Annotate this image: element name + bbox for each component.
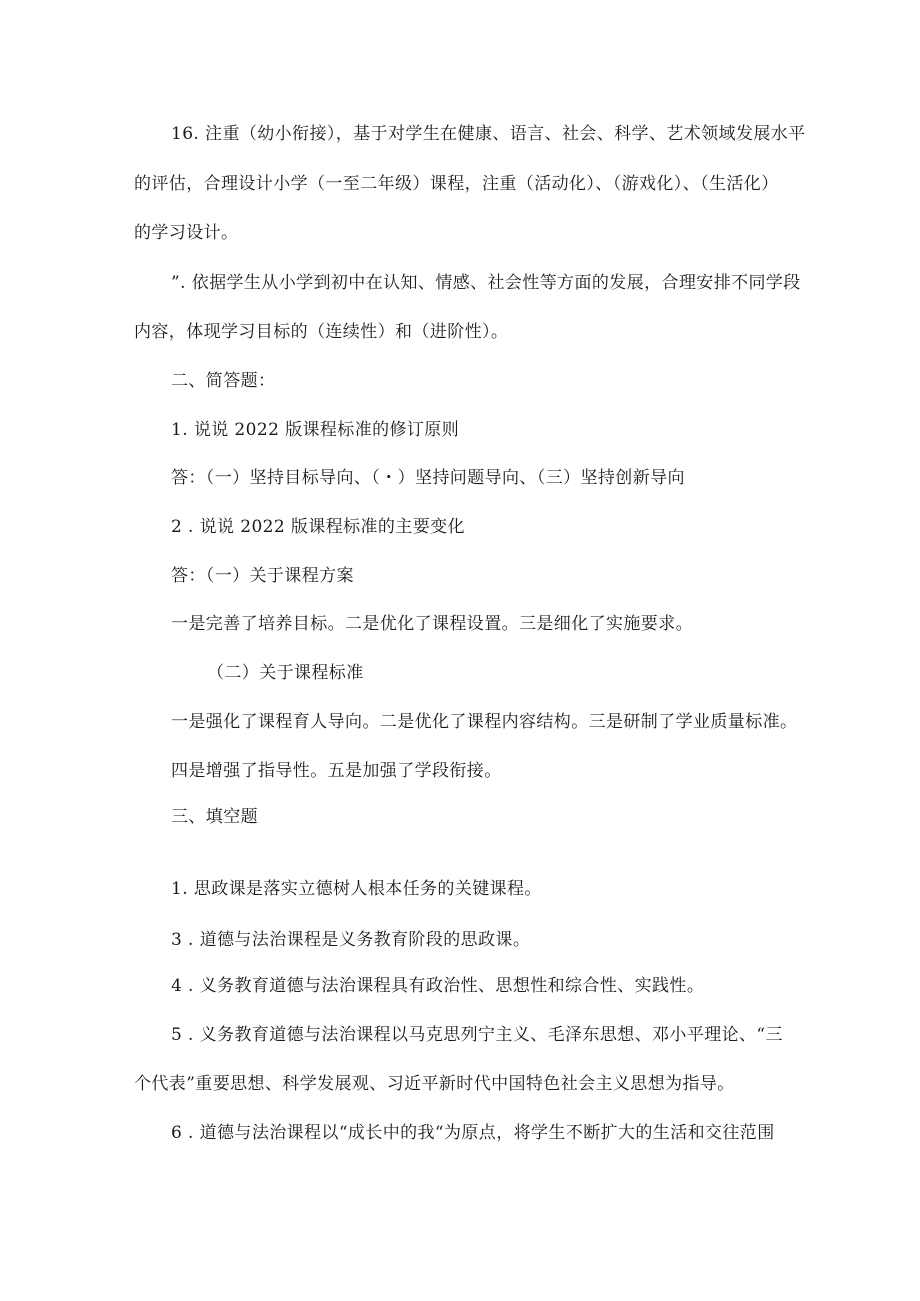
text-line: 四是增强了指导性。五是加强了学段衔接。 <box>171 761 502 781</box>
text-line: ”. 依据学生从小学到初中在认知、情感、社会性等方面的发展，合理安排不同学段 <box>171 273 801 293</box>
fill-item: 3 . 道德与法治课程是义务教育阶段的思政课。 <box>171 930 531 950</box>
question: 2 . 说说 2022 版课程标准的主要变化 <box>171 517 465 537</box>
fill-item: 1. 思政课是落实立德树人根本任务的关键课程。 <box>171 879 542 899</box>
section-heading: 三、填空题 <box>171 807 258 827</box>
text-line: 16. 注重（幼小衔接），基于对学生在健康、语言、社会、科学、艺术领域发展水平 <box>171 124 806 144</box>
answer: 答：（一）关于课程方案 <box>171 566 354 586</box>
fill-item: 4 . 义务教育道德与法治课程具有政治性、思想性和综合性、实践性。 <box>171 976 705 996</box>
answer: 答：（一）坚持目标导向、（・）坚持问题导向、（三）坚持创新导向 <box>171 468 685 488</box>
sub-heading: （二）关于课程标准 <box>207 663 364 683</box>
text-line: 个代表”重要思想、科学发展观、习近平新时代中国特色社会主义思想为指导。 <box>134 1074 735 1094</box>
text-line: 的评估，合理设计小学（一至二年级）课程，注重（活动化）、（游戏化）、（生活化） <box>134 174 779 194</box>
text-line: 的学习设计。 <box>134 223 239 243</box>
fill-item: 5 . 义务教育道德与法治课程以马克思列宁主义、毛泽东思想、邓小平理论、“三 <box>171 1025 783 1045</box>
text-line: 一是强化了课程育人导向。二是优化了课程内容结构。三是研制了学业质量标准。 <box>171 712 798 732</box>
question: 1. 说说 2022 版课程标准的修订原则 <box>171 420 460 440</box>
section-heading: 二、简答题： <box>171 371 276 391</box>
fill-item: 6 . 道德与法治课程以“成长中的我“为原点，将学生不断扩大的生活和交往范围 <box>171 1123 775 1143</box>
text-line: 内容，体现学习目标的（连续性）和（进阶性）。 <box>134 322 509 342</box>
text-line: 一是完善了培养目标。二是优化了课程设置。三是细化了实施要求。 <box>171 614 693 634</box>
